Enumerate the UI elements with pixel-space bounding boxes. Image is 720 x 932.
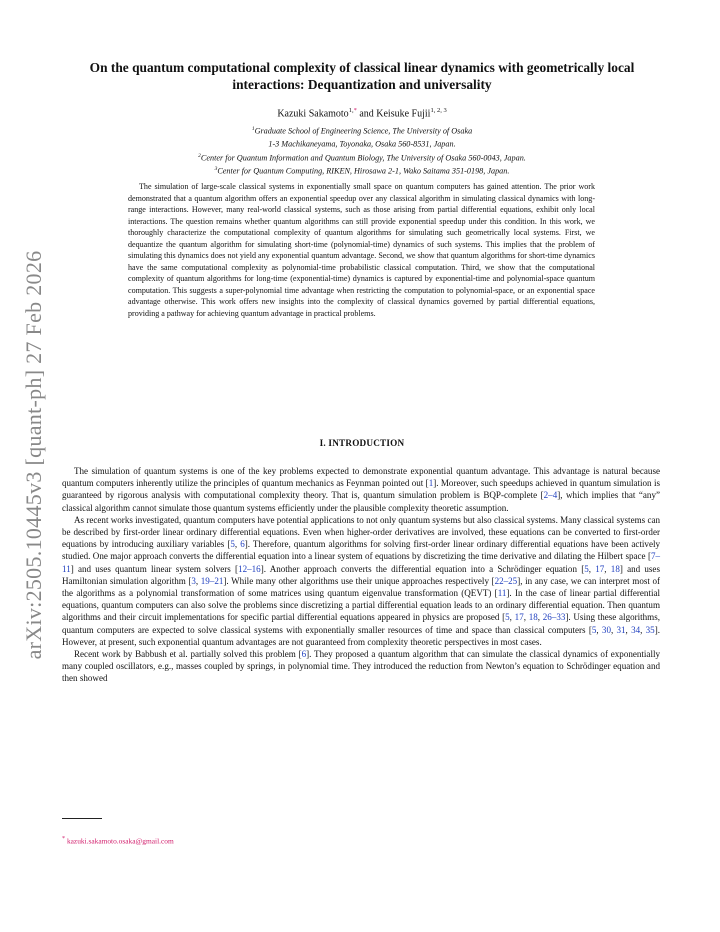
affiliation-line: $^2$Center for Quantum Information and Quantum Biology, The University of Osaka 560-0043, Japan. <box>198 152 526 163</box>
author-email-link[interactable]: kazuki.sakamoto.osaka@gmail.com <box>66 836 174 846</box>
body-text-run: ]. Another approach converts the differential equation into a Schrödinger equation [ <box>260 563 585 574</box>
citation-link[interactable]: 6 <box>301 649 307 660</box>
corresponding-mark[interactable]: * <box>353 107 357 114</box>
citation-link[interactable]: 26–33 <box>542 612 566 623</box>
body-text-run: ]. Therefore, quantum algorithms for solving first-order linear ordinary differential equations have been actively studied. One major approach converts the differential equation into a linear system of equations by discretizing the time derivative and dilating the Hilbert space [ <box>62 539 661 562</box>
author-connector: and <box>356 108 377 120</box>
body-text-run: ]. Moreover, such speedups achieved in quantum simulation is guaranteed by rigorous analysis with computational complexity theory. That is, quantum simulation problem is BQP-complete [ <box>62 478 660 501</box>
citation-link[interactable]: 6 <box>240 539 245 550</box>
citation-link[interactable]: 34 <box>631 624 641 635</box>
body-text-run: ]. They proposed a quantum algorithm that can simulate the classical dynamics of exponentially many coupled oscillators, e.g., masses coupled by springs, in polynomial time. They introduced the reduction from Newton’s equation to Schrödinger equation and then showed <box>62 649 660 684</box>
body-text-run: , <box>596 624 602 635</box>
citation-link[interactable]: 31 <box>616 624 626 635</box>
citation-link[interactable]: 5 <box>505 612 510 623</box>
arxiv-sidebar <box>14 245 54 665</box>
citation-link[interactable]: 17 <box>514 612 524 623</box>
citation-link[interactable]: 18 <box>528 612 538 623</box>
citation-link[interactable]: 5 <box>591 624 597 635</box>
citation-link[interactable]: 11 <box>497 588 507 599</box>
body-text-run: , <box>537 612 543 623</box>
paper-title: On the quantum computational complexity of classical linear dynamics with geometrically local interactions: Dequantization and universality <box>89 60 635 92</box>
citation-link[interactable]: 35 <box>645 624 655 635</box>
footnote <box>62 836 462 845</box>
author-affil-sup: 1,* <box>348 107 357 114</box>
body-text-run: ] and uses Hamiltonian simulation algorithm [ <box>62 563 660 586</box>
affiliation-line: $^1$Graduate School of Engineering Science, The University of Osaka <box>251 126 473 136</box>
body-text-run: ] and uses quantum linear system solvers [ <box>70 563 239 574</box>
body-text-run: , <box>610 624 617 635</box>
body-text-run: ]. In the case of linear partial differential equations, quantum computers can also solve the problems since discretizing a partial differential equation leads to an ordinary differential equation. Then quantum algorithms and their circuit implementations for specific partial differential equations appeared in physics are proposed [ <box>62 588 661 623</box>
body-text-run: , <box>509 612 515 623</box>
citation-link[interactable]: 5 <box>230 539 235 550</box>
section-heading: I. INTRODUCTION <box>319 438 405 448</box>
author-line <box>80 107 644 119</box>
citation-link[interactable]: 17 <box>595 563 605 574</box>
body-paragraph <box>62 648 660 685</box>
body-text-run: , <box>195 575 201 586</box>
body-text-run: ], which implies that “any” classical algorithm cannot simulate those quantum systems efficiently under the plausible complexity theoretic assumption. <box>62 490 660 513</box>
body-text-run: , <box>625 624 632 635</box>
body-paragraph <box>62 465 660 514</box>
footnote-mark: * <box>62 836 66 842</box>
body-text-run: ], in any case, we can interpret most of the algorithms as a polynomial transformation of some matrices using quantum eigenvalue transformation (QEVT) [ <box>62 575 660 599</box>
body-text-run: ]. However, at present, such exponential quantum advantages are not guaranteed from complexity theoretic perspectives in most cases. <box>62 624 660 647</box>
body-text-run: , <box>640 624 646 635</box>
body-text-run: , <box>234 539 241 550</box>
body-text-run: As recent works investigated, quantum computers have potential applications to not only quantum systems but also classical systems. Many classical systems can be described by first-order linear ordinary differential equations. Even when higher-order derivatives are involved, these equations can be converted to first-order equations by introducing auxiliary variables [ <box>62 514 660 550</box>
body-text-run: , <box>604 563 611 574</box>
citation-link[interactable]: 18 <box>610 563 620 574</box>
citation-link[interactable]: 12–16 <box>238 563 261 574</box>
affiliation-line: $^3$Center for Quantum Computing, RIKEN, Hirosawa 2-1, Wako Saitama 351-0198, Japan. <box>214 165 510 176</box>
body-text-run: ]. While many other algorithms use their unique approaches respectively [ <box>223 575 495 586</box>
body-text <box>62 465 660 685</box>
citation-link[interactable]: 1 <box>428 478 434 489</box>
arxiv-identifier: arXiv:2505.10445v3 [quant-ph] 27 Feb 2026 <box>21 250 46 660</box>
body-text-run: Recent work by Babbush et al. partially solved this problem [ <box>74 649 302 660</box>
footnote-rule <box>62 818 102 819</box>
abstract: The simulation of large-scale classical systems in exponentially small space on quantum computers has gained attention. The prior work demonstrated that a quantum algorithm offers an exponential speedup over any classical algorithm in simulating classical dynamics with long-range interactions. However, many real-world classical systems, such as those arising from partial differential equations, exhibit only local interactions. The question remains whether quantum algorithms can still provide exponential speedup under this condition. In this work, we thoroughly characterize the computational complexity of quantum algorithms for simulating such geometrically local systems. First, we dequantize the quantum algorithm for simulating short-time (polynomial-time) dynamics of such systems. This implies that the problem of simulating this dynamics does not yield any exponential quantum advantage. Second, we show that quantum algorithms for short-time dynamics have the same computational complexity as polynomial-time probabilistic classical computation. Third, we show that the computational complexity of quantum algorithms for long-time (exponential-time) dynamics is captured by exponential-time and polynomial-space quantum computation. This suggests a super-polynomial time advantage when restricting the computation to polynomial-space, or an exponential space advantage otherwise. This work offers new insights into the complexity of classical dynamics governed by partial differential equations, providing a pathway for achieving quantum advantage in practical problems. <box>128 182 595 319</box>
body-text-run: The simulation of quantum systems is one of the key problems expected to demonstrate exponential quantum advantage. This advantage is natural because quantum computers inherently utilize the principles of quantum mechanics as Feynman pointed out [ <box>62 466 660 489</box>
body-text-run: , <box>523 612 529 623</box>
body-text-run: ]. Using these algorithms, quantum computers are expected to solve classical systems with exponentially smaller resources of time and space than classical computers [ <box>62 612 661 635</box>
body-text-run: , <box>588 563 596 574</box>
citation-link[interactable]: 7–11 <box>62 551 660 574</box>
citation-link[interactable]: 19–21 <box>200 575 224 586</box>
affiliation-list <box>80 124 644 177</box>
author-affil-sup: 1, 2, 3 <box>430 107 447 114</box>
author-name: Keisuke Fujii <box>376 108 431 120</box>
citation-link[interactable]: 22–25 <box>494 575 518 586</box>
affiliation-line: 1-3 Machikaneyama, Toyonaka, Osaka 560-8531, Japan. <box>268 140 456 150</box>
citation-link[interactable]: 2–4 <box>543 490 558 501</box>
citation-link[interactable]: 5 <box>584 563 589 574</box>
author-name: Kazuki Sakamoto <box>277 108 349 120</box>
body-paragraph <box>62 514 660 648</box>
citation-link[interactable]: 30 <box>601 624 611 635</box>
citation-link[interactable]: 3 <box>191 575 196 586</box>
